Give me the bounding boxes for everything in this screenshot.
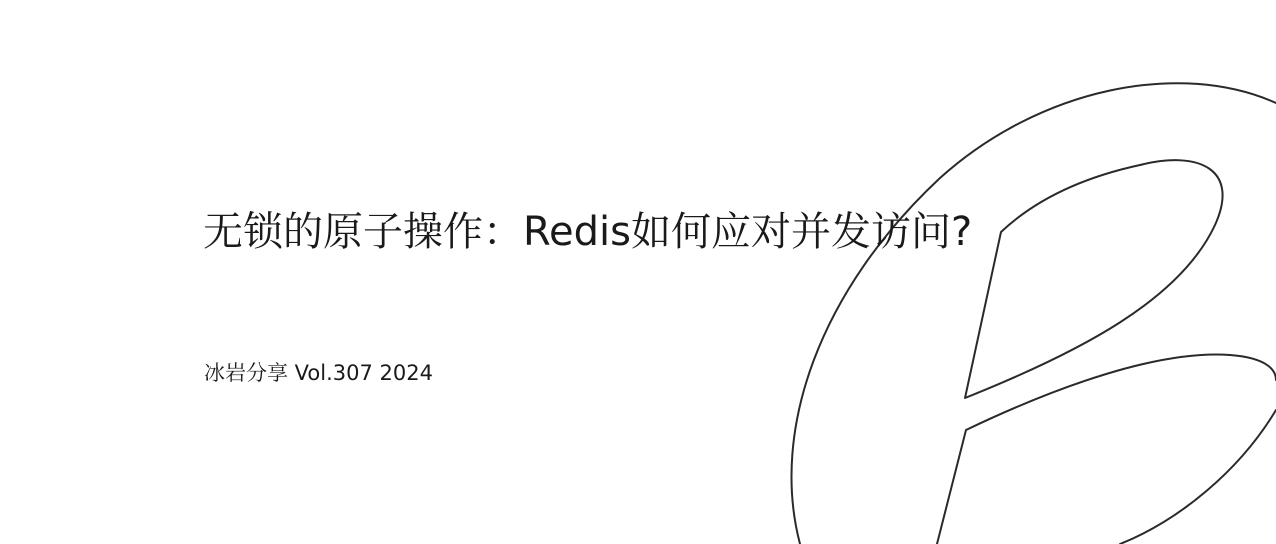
slide-subtitle: 冰岩分享 Vol.307 2024 [204, 361, 433, 385]
logo-upper-loop [965, 160, 1223, 398]
logo-lower-loop [937, 355, 1276, 544]
slide-title: 无锁的原子操作：Redis如何应对并发访问? [203, 209, 973, 255]
logo-outer-arc [791, 83, 1276, 544]
